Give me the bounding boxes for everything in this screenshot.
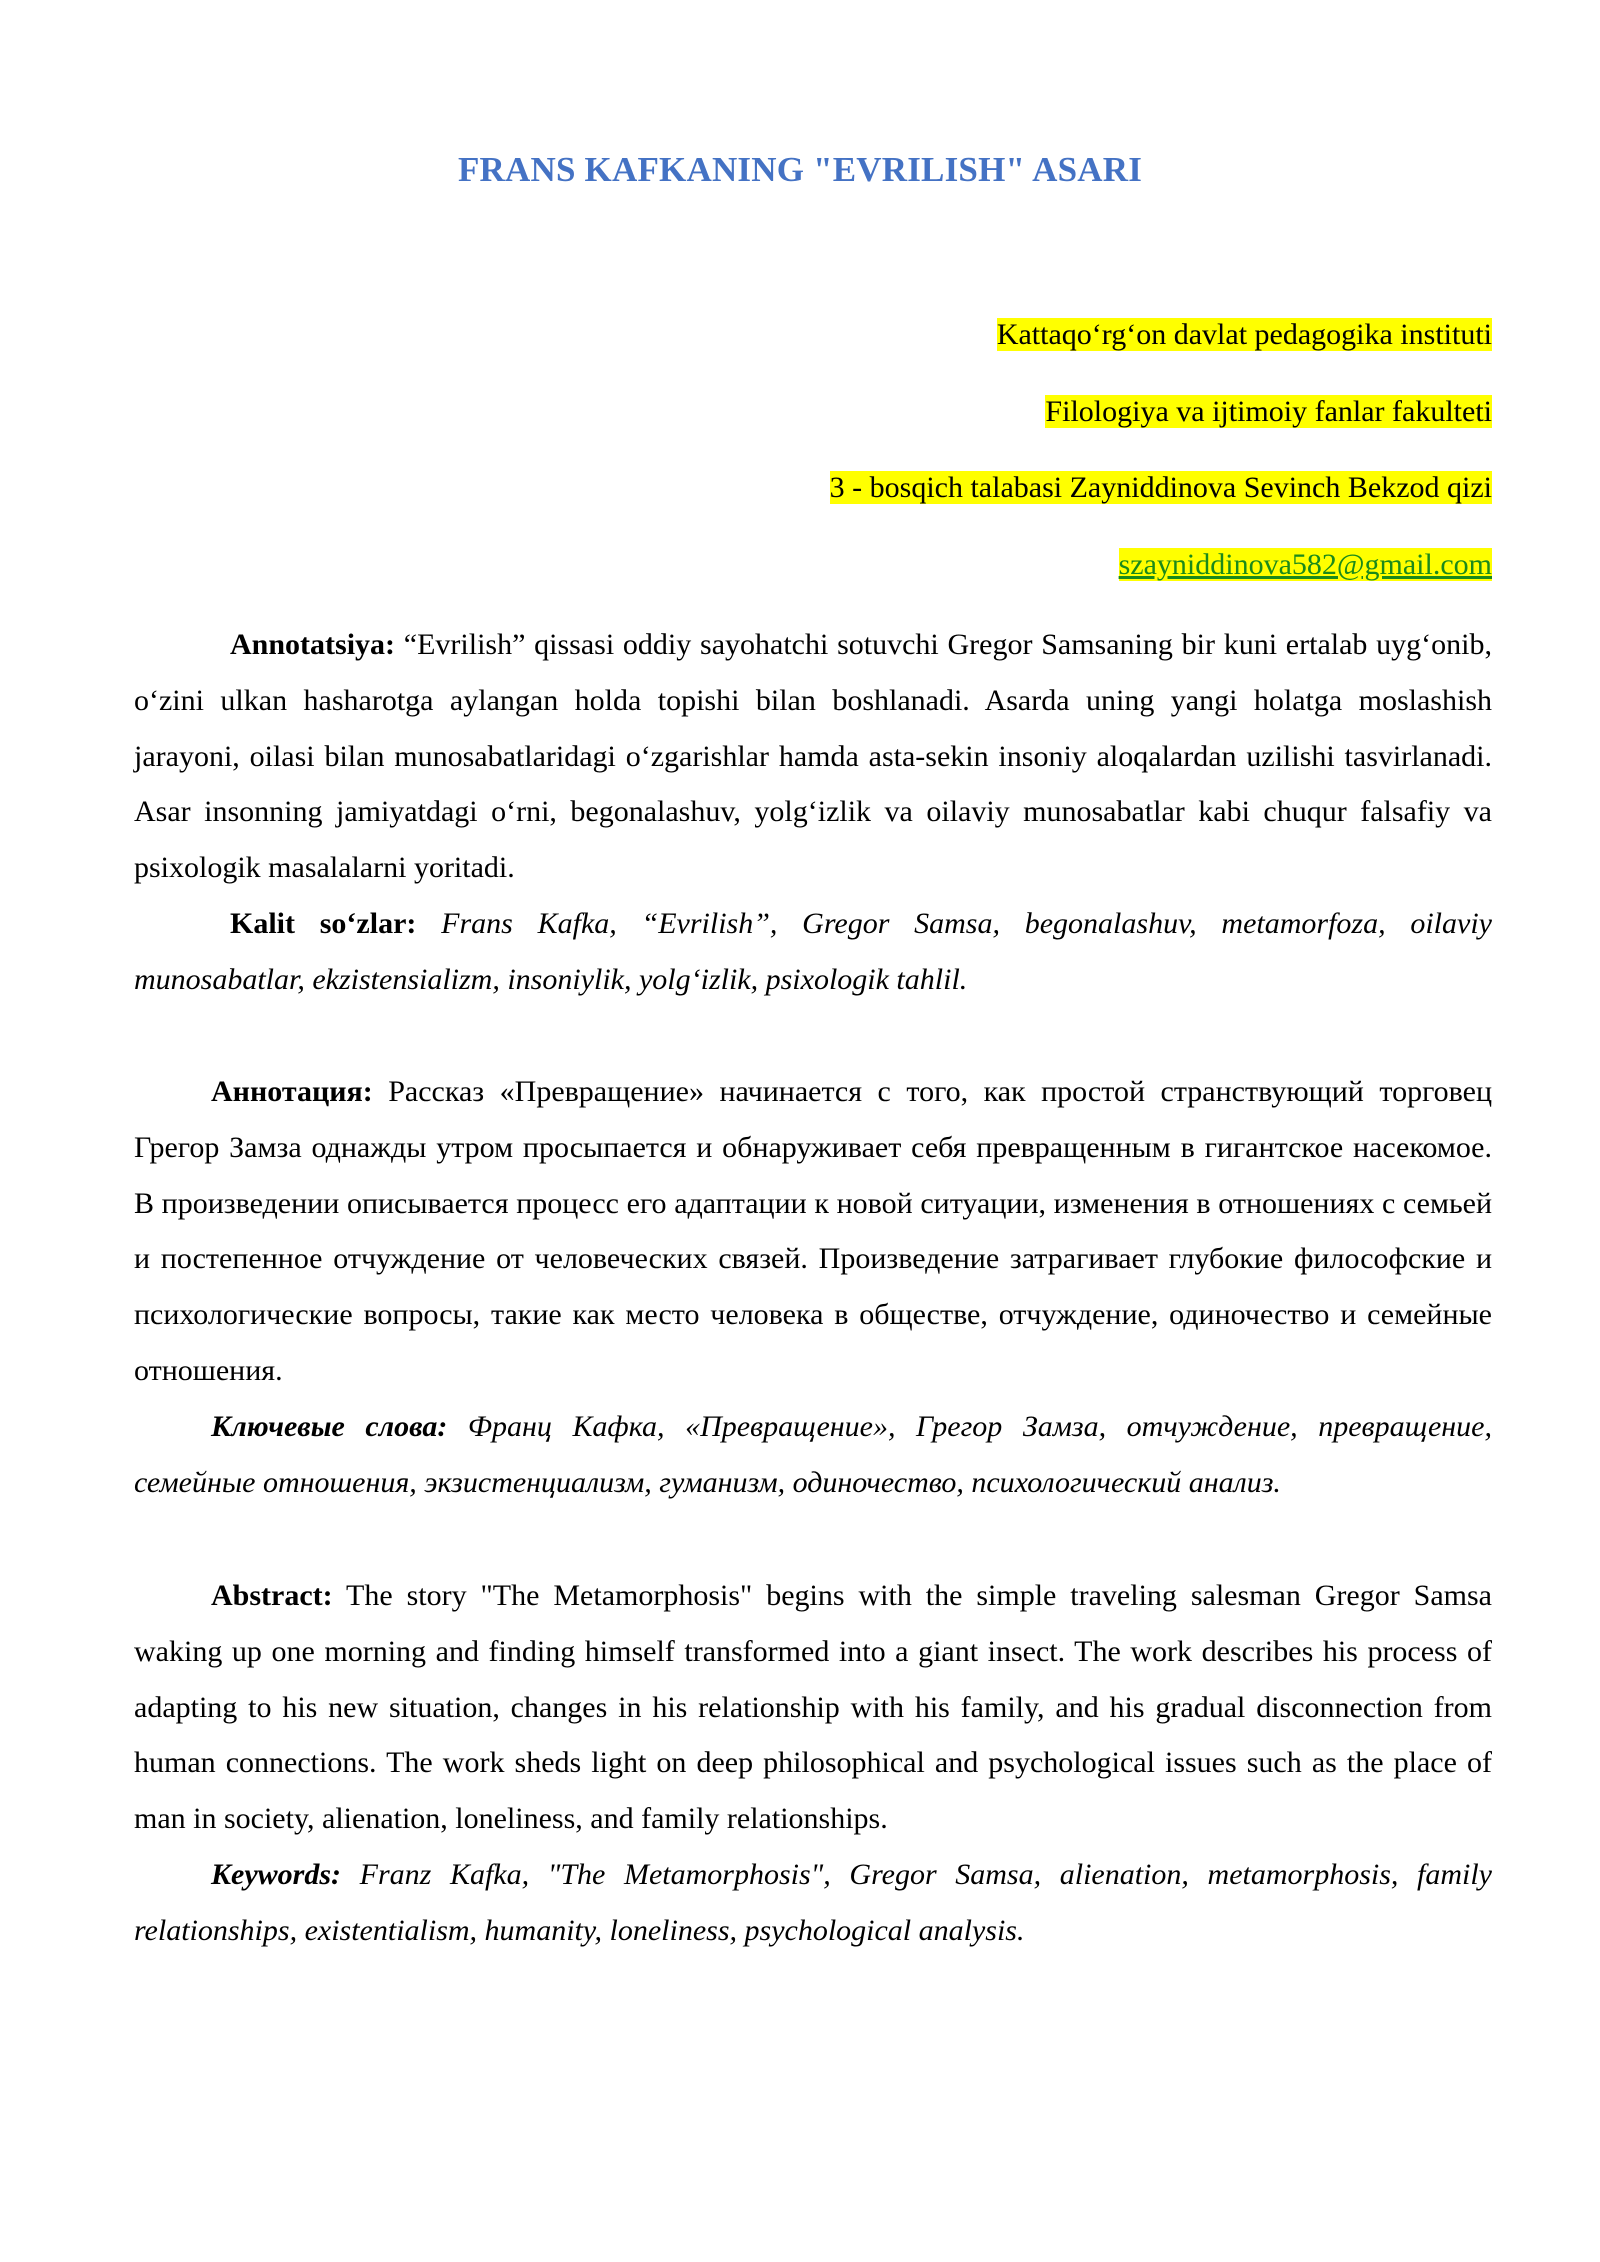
keywords-ru-paragraph <box>134 1399 1492 1511</box>
affiliation-faculty <box>1045 393 1492 431</box>
keywords-uz-label: Kalit so‘zlar: <box>230 907 417 940</box>
annotation-ru-text: Рассказ «Превращение» начинается с того, как простой странствующий торговец Грегор Замза однажды утром просыпается и обнаруживает себя превращенным в гигантское насекомое. В произведении описывается процесс его адаптации к новой ситуации, изменения в отношениях с семьей и постепенное отчуждение от человеческих связей. Произведение затрагивает глубокие философские и психологические вопросы, такие как место человека в обществе, отчуждение, одиночество и семейные отношения. <box>134 1075 1492 1387</box>
annotation-ru-paragraph <box>134 1064 1492 1399</box>
abstract-en-paragraph <box>134 1568 1492 1847</box>
annotation-ru-label: Аннотация: <box>211 1075 373 1108</box>
institute-text: Kattaqo‘rg‘on davlat pedagogika instituti <box>996 318 1492 351</box>
affiliation-institute <box>997 316 1492 354</box>
keywords-ru-text: Франц Кафка, «Превращение», Грегор Замза, отчуждение, превращение, семейные отношения, экзистенциализм, гуманизм, одиночество, психологический анализ. <box>134 1410 1492 1499</box>
article-title: FRANS KAFKANING "EVRILISH" ASARI <box>457 150 1143 189</box>
keywords-en-paragraph <box>134 1847 1492 1959</box>
annotation-uz-paragraph <box>134 617 1492 896</box>
email-link[interactable]: szayniddinova582@gmail.com <box>1118 548 1492 581</box>
keywords-uz-paragraph <box>134 896 1492 1008</box>
faculty-text: Filologiya va ijtimoiy fanlar fakulteti <box>1045 395 1492 428</box>
abstract-en-text: The story "The Metamorphosis" begins with the simple traveling salesman Gregor Samsa waking up one morning and finding himself transformed into a giant insect. The work describes his process of adapting to his new situation, changes in his relationship with his family, and his gradual disconnection from human connections. The work sheds light on deep philosophical and psychological issues such as the place of man in society, alienation, loneliness, and family relationships. <box>134 1579 1492 1836</box>
affiliation-email <box>1119 546 1492 584</box>
abstract-en-label: Abstract: <box>211 1579 333 1612</box>
keywords-ru-label: Ключевые слова: <box>211 1410 448 1443</box>
keywords-uz-text: Frans Kafka, “Evrilish”, Gregor Samsa, begonalashuv, metamorfoza, oilaviy munosabatlar, ekzistensializm, insoniylik, yolg‘izlik, psixologik tahlil. <box>134 907 1492 996</box>
affiliation-author <box>830 469 1492 507</box>
annotation-uz-label: Annotatsiya: <box>230 628 396 661</box>
keywords-en-text: Franz Kafka, "The Metamorphosis", Gregor Samsa, alienation, metamorphosis, family relationships, existentialism, humanity, loneliness, psychological analysis. <box>134 1858 1492 1947</box>
annotation-uz-text: “Evrilish” qissasi oddiy sayohatchi sotuvchi Gregor Samsaning bir kuni ertalab uyg‘onib, o‘zini ulkan hasharotga aylangan holda topishi bilan boshlanadi. Asarda uning yangi holatga moslashish jarayoni, oilasi bilan munosabatlaridagi o‘zgarishlar hamda asta-sekin insoniy aloqalardan uzilishi tasvirlanadi. Asar insonning jamiyatdagi o‘rni, begonalashuv, yolg‘izlik va oilaviy munosabatlar kabi chuqur falsafiy va psixologik masalalarni yoritadi. <box>134 628 1492 885</box>
author-text: 3 - bosqich talabasi Zayniddinova Sevinch Bekzod qizi <box>829 471 1492 504</box>
keywords-en-label: Keywords: <box>211 1858 341 1891</box>
